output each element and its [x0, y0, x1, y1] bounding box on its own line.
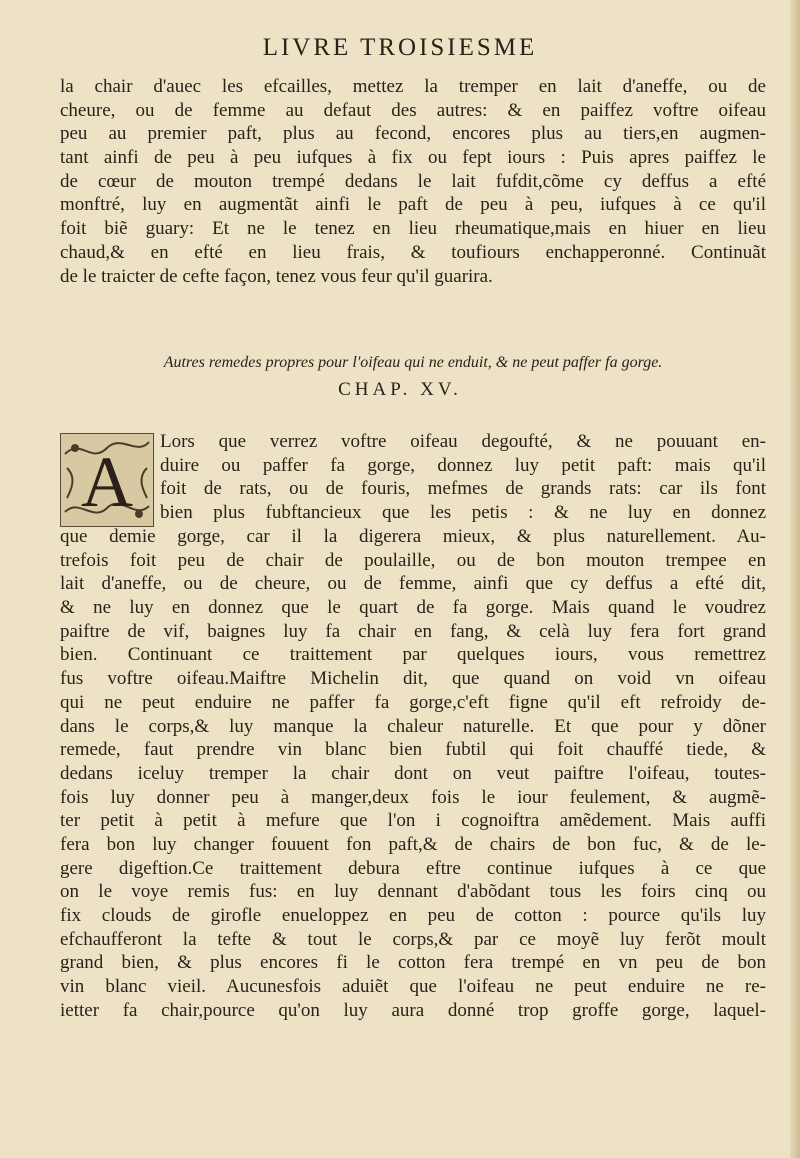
text-line: & ne luy en donnez que le quart de fa gorge. Mais quand le voudrez — [60, 597, 766, 619]
text-line: trefois foit peu de chair de poulaille, ou de bon mouton trempee en — [60, 549, 766, 571]
text-line: gere digeftion.Ce traittement debura eftre continue iufques à ce que — [60, 857, 766, 879]
text-line: ter petit à petit à mefure que l'on i cognoiftra amẽdement. Mais auffi — [60, 810, 766, 832]
text-line: de cœur de mouton trempé dedans le lait fufdit,cõme cy deffus a efté — [60, 170, 766, 192]
dropcap-ornament-icon — [61, 434, 153, 526]
text-line: Lors que verrez voftre oifeau degoufté, & ne pouuant en- — [160, 431, 766, 452]
page-edge — [790, 0, 800, 1158]
text-line: lait d'aneffe, ou de cheure, ou de femme, ainfi que cy deffus a efté dit, — [60, 573, 766, 595]
top-paragraph — [60, 75, 766, 288]
ornamental-dropcap — [60, 433, 154, 527]
chapter-title: Autres remedes propres pour l'oifeau qui ne enduit, & ne peut paffer fa gorge. — [163, 354, 663, 371]
text-line: dedans iceluy tremper la chair dont on veut paiftre l'oifeau, toutes- — [60, 762, 766, 784]
text-line: fois luy donner peu à manger,deux fois le iour feulement, & augmẽ- — [60, 786, 766, 808]
text-line: efchaufferont la tefte & tout le corps,& par ce moyẽ luy ferõt moult — [60, 928, 766, 950]
running-header: LIVRE TROISIESME — [262, 34, 538, 61]
text-line: dans le corps,& luy manque la chaleur naturelle. Et que pour y dõner — [60, 715, 766, 737]
text-line: monftré, luy en augmentãt ainfi le paft de peu à peu, iufques à ce qu'il — [60, 194, 766, 216]
dropcap-lines — [160, 430, 766, 525]
text-line: grand bien, & plus encores fi le cotton fera trempé en vn peu de bon — [60, 952, 766, 974]
text-line: bien. Continuant ce traittement par quelques iours, vous remettrez — [60, 644, 766, 666]
text-line: chaud,& en efté en lieu frais, & toufiours enchapperonné. Continuãt — [60, 241, 766, 263]
text-line: peu au premier paft, plus au fecond, encores plus au tiers,en augmen- — [60, 123, 766, 145]
chapter-body — [60, 525, 766, 1022]
text-line: tant ainfi de peu à peu iufques à fix ou fept iours : Puis apres paiffez le — [60, 147, 766, 169]
text-line: foit de rats, ou de fouris, mefmes de grands rats: car ils font — [160, 478, 766, 500]
text-line: vin blanc vieil. Aucunesfois aduiẽt que l'oifeau ne peut enduire ne re- — [60, 976, 766, 998]
text-line: fera bon luy changer fouuent fon paft,& de chairs de bon fuc, & de le- — [60, 833, 766, 855]
text-line: paiftre de vif, baignes luy fa chair en fang, & celà luy fera fort grand — [60, 620, 766, 642]
text-line: de le traicter de cefte façon, tenez vous feur qu'il guarira. — [60, 265, 493, 287]
text-line: foit biẽ guary: Et ne le tenez en lieu rheumatique,mais en hiuer en lieu — [60, 218, 766, 240]
dropcap-letter: A — [81, 442, 133, 522]
text-line: duire ou paffer fa gorge, donnez luy petit paft: mais qu'il — [160, 454, 766, 476]
text-line: ietter fa chair,pource qu'on luy aura donné trop groffe gorge, laquel- — [60, 999, 766, 1021]
text-line: remede, faut prendre vin blanc bien fubtil qui foit chauffé tiede, & — [60, 739, 766, 761]
text-line: fus voftre oifeau.Maiftre Michelin dit, que quand on void vn oifeau — [60, 668, 766, 690]
text-line: que demie gorge, car il la digerera mieux, & plus naturellement. Au- — [60, 526, 766, 547]
text-line: bien plus fubftancieux que les petis : & ne luy en donnez — [160, 502, 766, 524]
text-line: cheure, ou de femme au defaut des autres: & en paiffez voftre oifeau — [60, 99, 766, 121]
text-line: fix clouds de girofle enueloppez en peu de cotton : pource qu'ils luy — [60, 905, 766, 926]
text-line: on le voye remis fus: en luy dennant d'abõdant tous les foirs cinq ou — [60, 881, 766, 903]
text-line: qui ne peut enduire ne paffer fa gorge,c'eft figne qu'il eft refroidy de- — [60, 691, 766, 713]
chapter-number: CHAP. XV. — [338, 379, 462, 400]
text-line: la chair d'auec les efcailles, mettez la tremper en lait d'aneffe, ou de — [60, 76, 766, 97]
